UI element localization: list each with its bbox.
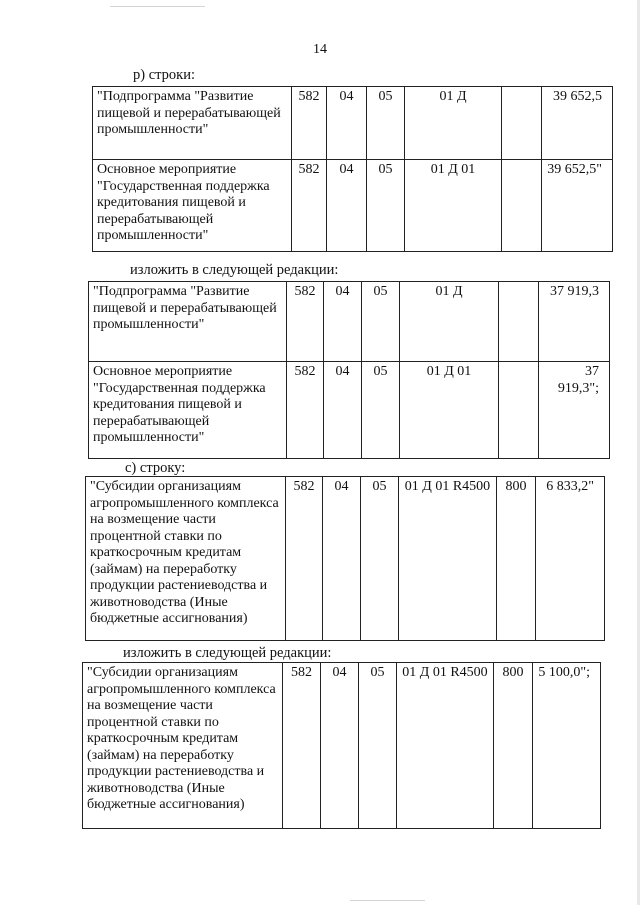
row-amount: 6 833,2" <box>536 477 605 641</box>
row-expense-type <box>502 160 542 252</box>
scan-mark <box>110 6 205 7</box>
row-grbs: 582 <box>287 282 324 362</box>
table-row <box>89 282 610 362</box>
row-name: Основное мероприятие "Государственная поддержка кредитования пищевой и перерабатывающей промышленности" <box>93 160 292 252</box>
row-section: 04 <box>323 477 361 641</box>
row-section: 04 <box>324 362 362 459</box>
row-subsection: 05 <box>362 362 400 459</box>
row-target-article: 01 Д 01 R4500 <box>397 663 494 829</box>
row-target-article: 01 Д 01 <box>405 160 502 252</box>
row-name: "Субсидии организациям агропромышленного комплекса на возмещение части процентной ставки по краткосрочным кредитам (займам) на переработку продукции растениеводства и животноводства (Иные бюджетные ассигнования) <box>86 477 286 641</box>
section-label-new-edition: изложить в следующей редакции: <box>123 645 332 661</box>
row-grbs: 582 <box>286 477 323 641</box>
row-expense-type <box>499 282 539 362</box>
budget-table-s-new <box>82 662 601 829</box>
row-expense-type <box>502 87 542 160</box>
row-expense-type: 800 <box>494 663 533 829</box>
row-subsection: 05 <box>367 87 405 160</box>
row-subsection: 05 <box>359 663 397 829</box>
row-subsection: 05 <box>362 282 400 362</box>
table-row <box>93 87 613 160</box>
row-subsection: 05 <box>361 477 399 641</box>
row-target-article: 01 Д 01 <box>400 362 499 459</box>
row-expense-type <box>499 362 539 459</box>
row-section: 04 <box>327 160 367 252</box>
section-label-s: с) строку: <box>125 460 186 476</box>
row-amount: 37 919,3"; <box>539 362 610 459</box>
scan-mark <box>350 900 425 901</box>
row-name: Основное мероприятие "Государственная поддержка кредитования пищевой и перерабатывающей промышленности" <box>89 362 287 459</box>
row-grbs: 582 <box>283 663 321 829</box>
budget-table-r-new <box>88 281 610 459</box>
row-amount: 37 919,3 <box>539 282 610 362</box>
row-target-article: 01 Д <box>405 87 502 160</box>
table-row <box>93 160 613 252</box>
budget-table-s-old <box>85 476 605 641</box>
row-section: 04 <box>324 282 362 362</box>
section-label-r: р) строки: <box>133 67 195 83</box>
section-label-new-edition: изложить в следующей редакции: <box>130 262 339 278</box>
row-name: "Субсидии организациям агропромышленного комплекса на возмещение части процентной ставки по краткосрочным кредитам (займам) на переработку продукции растениеводства и животноводства (Иные бюджетные ассигнования) <box>83 663 283 829</box>
row-section: 04 <box>321 663 359 829</box>
row-grbs: 582 <box>292 160 327 252</box>
page-number: 14 <box>313 42 327 57</box>
row-expense-type: 800 <box>497 477 536 641</box>
row-subsection: 05 <box>367 160 405 252</box>
table-row <box>89 362 610 459</box>
row-grbs: 582 <box>292 87 327 160</box>
row-amount: 5 100,0"; <box>533 663 601 829</box>
row-grbs: 582 <box>287 362 324 459</box>
row-target-article: 01 Д <box>400 282 499 362</box>
row-name: "Подпрограмма "Развитие пищевой и перерабатывающей промышленности" <box>93 87 292 160</box>
row-section: 04 <box>327 87 367 160</box>
table-row <box>86 477 605 641</box>
row-name: "Подпрограмма "Развитие пищевой и перерабатывающей промышленности" <box>89 282 287 362</box>
budget-table-r-old <box>92 86 613 252</box>
row-amount: 39 652,5 <box>542 87 613 160</box>
table-row <box>83 663 601 829</box>
row-amount: 39 652,5" <box>542 160 613 252</box>
row-target-article: 01 Д 01 R4500 <box>399 477 497 641</box>
